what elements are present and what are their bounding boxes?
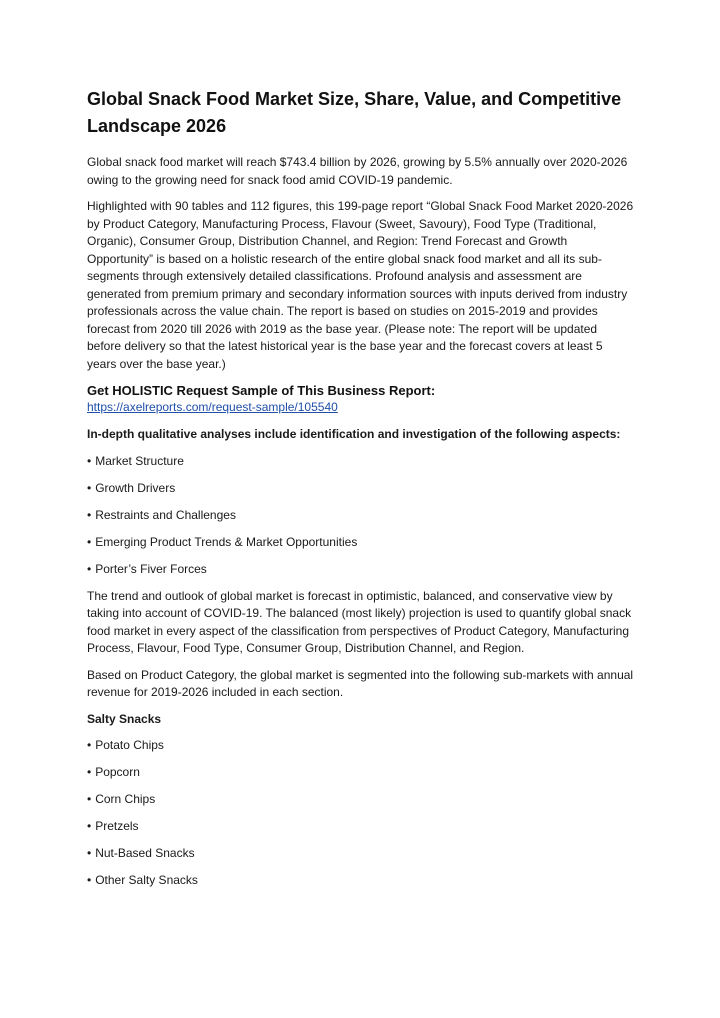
list-item (87, 872, 634, 890)
aspects-list (87, 453, 634, 579)
intro-paragraph: Global snack food market will reach $743.4 billion by 2026, growing by 5.5% annually over 2020-2026 owing to the growing need for snack food amid COVID-19 pandemic. (87, 155, 628, 187)
list-item (87, 561, 634, 579)
salty-item-label: Nut-Based Snacks (95, 846, 195, 860)
bullet-mark: • (87, 792, 92, 806)
salty-snacks-heading: Salty Snacks (87, 711, 162, 726)
list-item (87, 534, 634, 552)
page-title: Global Snack Food Market Size, Share, Value, and Competitive Landscape 2026 (87, 89, 622, 136)
bullet-mark: • (87, 873, 92, 887)
analyses-heading: In-depth qualitative analyses include identification and investigation of the following aspects: (87, 427, 621, 441)
list-item (87, 818, 634, 836)
bullet-mark: • (87, 765, 92, 779)
aspect-label: Porter’s Fiver Forces (95, 561, 207, 576)
bullet-mark: • (87, 534, 92, 549)
aspect-label: Market Structure (95, 453, 184, 468)
bullet-mark: • (87, 453, 92, 468)
salty-item-label: Other Salty Snacks (95, 873, 198, 887)
bullet-mark: • (87, 480, 92, 495)
aspect-label: Emerging Product Trends & Market Opportunities (95, 534, 358, 549)
salty-item-label: Potato Chips (95, 738, 164, 752)
list-item (87, 845, 634, 863)
list-item (87, 791, 634, 809)
salty-item-label: Pretzels (95, 819, 139, 833)
bullet-mark: • (87, 561, 92, 576)
sample-link[interactable]: https://axelreports.com/request-sample/105540 (87, 400, 338, 414)
list-item (87, 453, 634, 471)
salty-item-label: Popcorn (95, 765, 140, 779)
list-item (87, 764, 634, 782)
aspect-label: Restraints and Challenges (95, 507, 236, 522)
sample-heading: Get HOLISTIC Request Sample of This Business Report: (87, 383, 436, 398)
bullet-mark: • (87, 846, 92, 860)
aspect-label: Growth Drivers (95, 480, 176, 495)
salty-snacks-list (87, 737, 634, 890)
segmentation-paragraph: Based on Product Category, the global market is segmented into the following sub-markets with annual revenue for 2019-2026 included in each section. (87, 667, 634, 699)
list-item (87, 737, 634, 755)
bullet-mark: • (87, 738, 92, 752)
description-paragraph: Highlighted with 90 tables and 112 figures, this 199-page report “Global Snack Food Market 2020-2026 by Product Category, Manufacturing Process, Flavour (Sweet, Savoury), Food Type (Traditional, Organic), Consumer Group, Distribution Channel, and Region: Trend Forecast and Growth Opportunity” is based on a holistic research of the entire global snack food market and all its sub-segments through extensively detailed classifications. Profound analysis and assessment are generated from premium primary and secondary information sources with inputs derived from industry professionals across the value chain. The report is based on studies on 2015-2019 and provides forecast from 2020 till 2026 with 2019 as the base year. (Please note: The report will be updated before delivery so that the latest historical year is the base year and the forecast covers at least 5 years over the base year.) (87, 199, 634, 371)
salty-item-label: Corn Chips (95, 792, 156, 806)
list-item (87, 480, 634, 498)
outlook-paragraph: The trend and outlook of global market is forecast in optimistic, balanced, and conservative view by taking into account of COVID-19. The balanced (most likely) projection is used to quantify global snack food market in every aspect of the classification from perspectives of Product Category, Manufacturing Process, Flavour, Food Type, Consumer Group, Distribution Channel, and Region. (87, 588, 632, 655)
bullet-mark: • (87, 819, 92, 833)
list-item (87, 507, 634, 525)
bullet-mark: • (87, 507, 92, 522)
